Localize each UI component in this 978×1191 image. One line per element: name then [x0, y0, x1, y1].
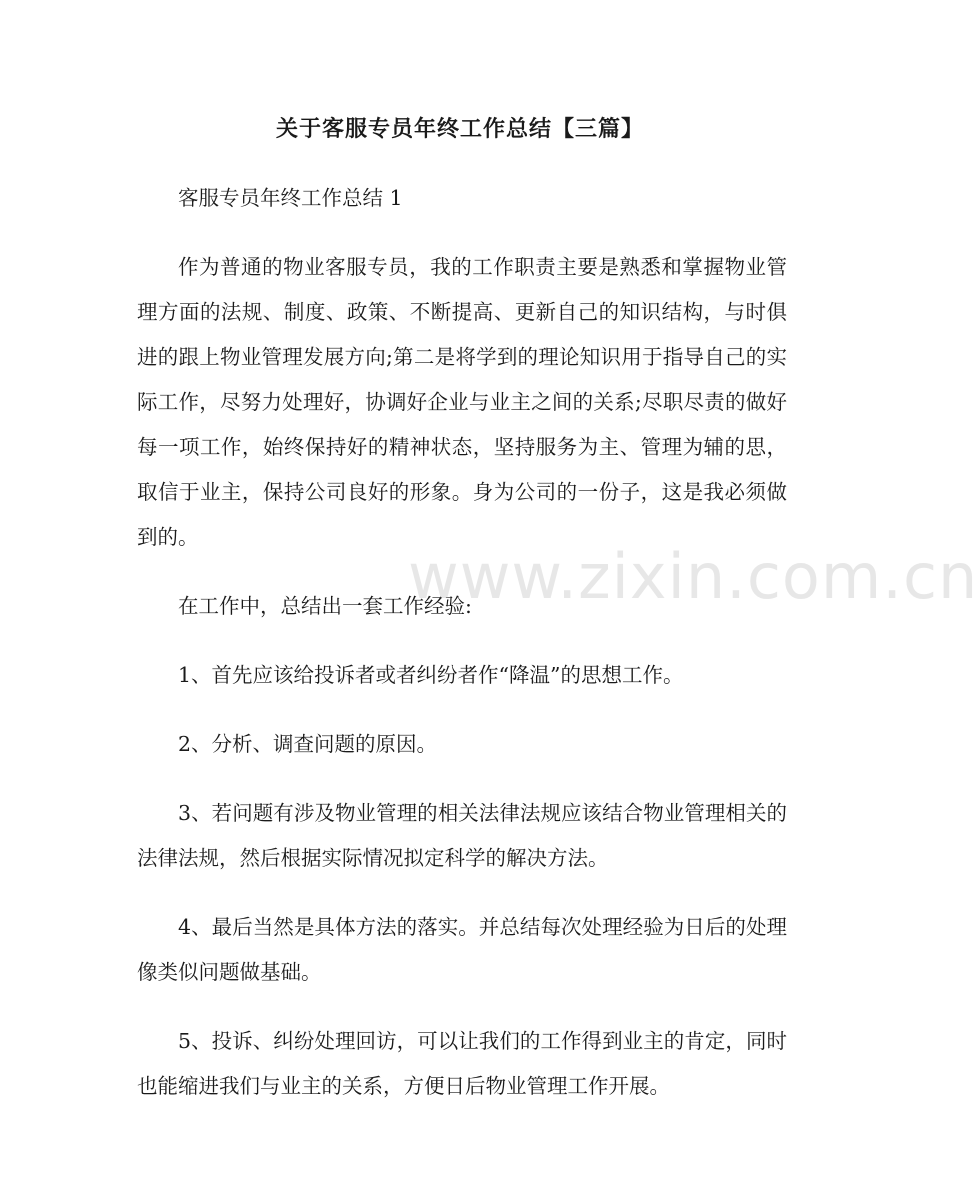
list-item-5: 5、投诉、纠纷处理回访，可以让我们的工作得到业主的肯定，同时也能缩进我们与业主的关系，方便日后物业管理工作开展。	[137, 1029, 787, 1098]
list-item-4: 4、最后当然是具体方法的落实。并总结每次处理经验为日后的处理像类似问题做基础。	[137, 915, 787, 984]
section-heading: 客服专员年终工作总结 1	[178, 186, 403, 210]
list-item-3: 3、若问题有涉及物业管理的相关法律法规应该结合物业管理相关的法律法规，然后根据实际情况拟定科学的解决方法。	[137, 801, 787, 870]
list-item-1: 1、首先应该给投诉者或者纠纷者作“降温”的思想工作。	[178, 663, 684, 687]
document-body	[137, 176, 787, 1133]
paragraph-intro: 作为普通的物业客服专员，我的工作职责主要是熟悉和掌握物业管理方面的法规、制度、政策、不断提高、更新自己的知识结构，与时俱进的跟上物业管理发展方向;第二是将学到的理论知识用于指导自己的实际工作，尽努力处理好，协调好企业与业主之间的关系;尽职尽责的做好每一项工作，始终保持好的精神状态，坚持服务为主、管理为辅的思，取信于业主，保持公司良好的形象。身为公司的一份子，这是我必须做到的。	[137, 255, 787, 549]
list-item-2: 2、分析、调查问题的原因。	[178, 732, 438, 756]
document-title: 关于客服专员年终工作总结【三篇】	[275, 117, 644, 142]
paragraph-experience-lead: 在工作中，总结出一套工作经验:	[178, 594, 472, 618]
watermark-text: www.zixin.com.cn	[408, 540, 978, 613]
